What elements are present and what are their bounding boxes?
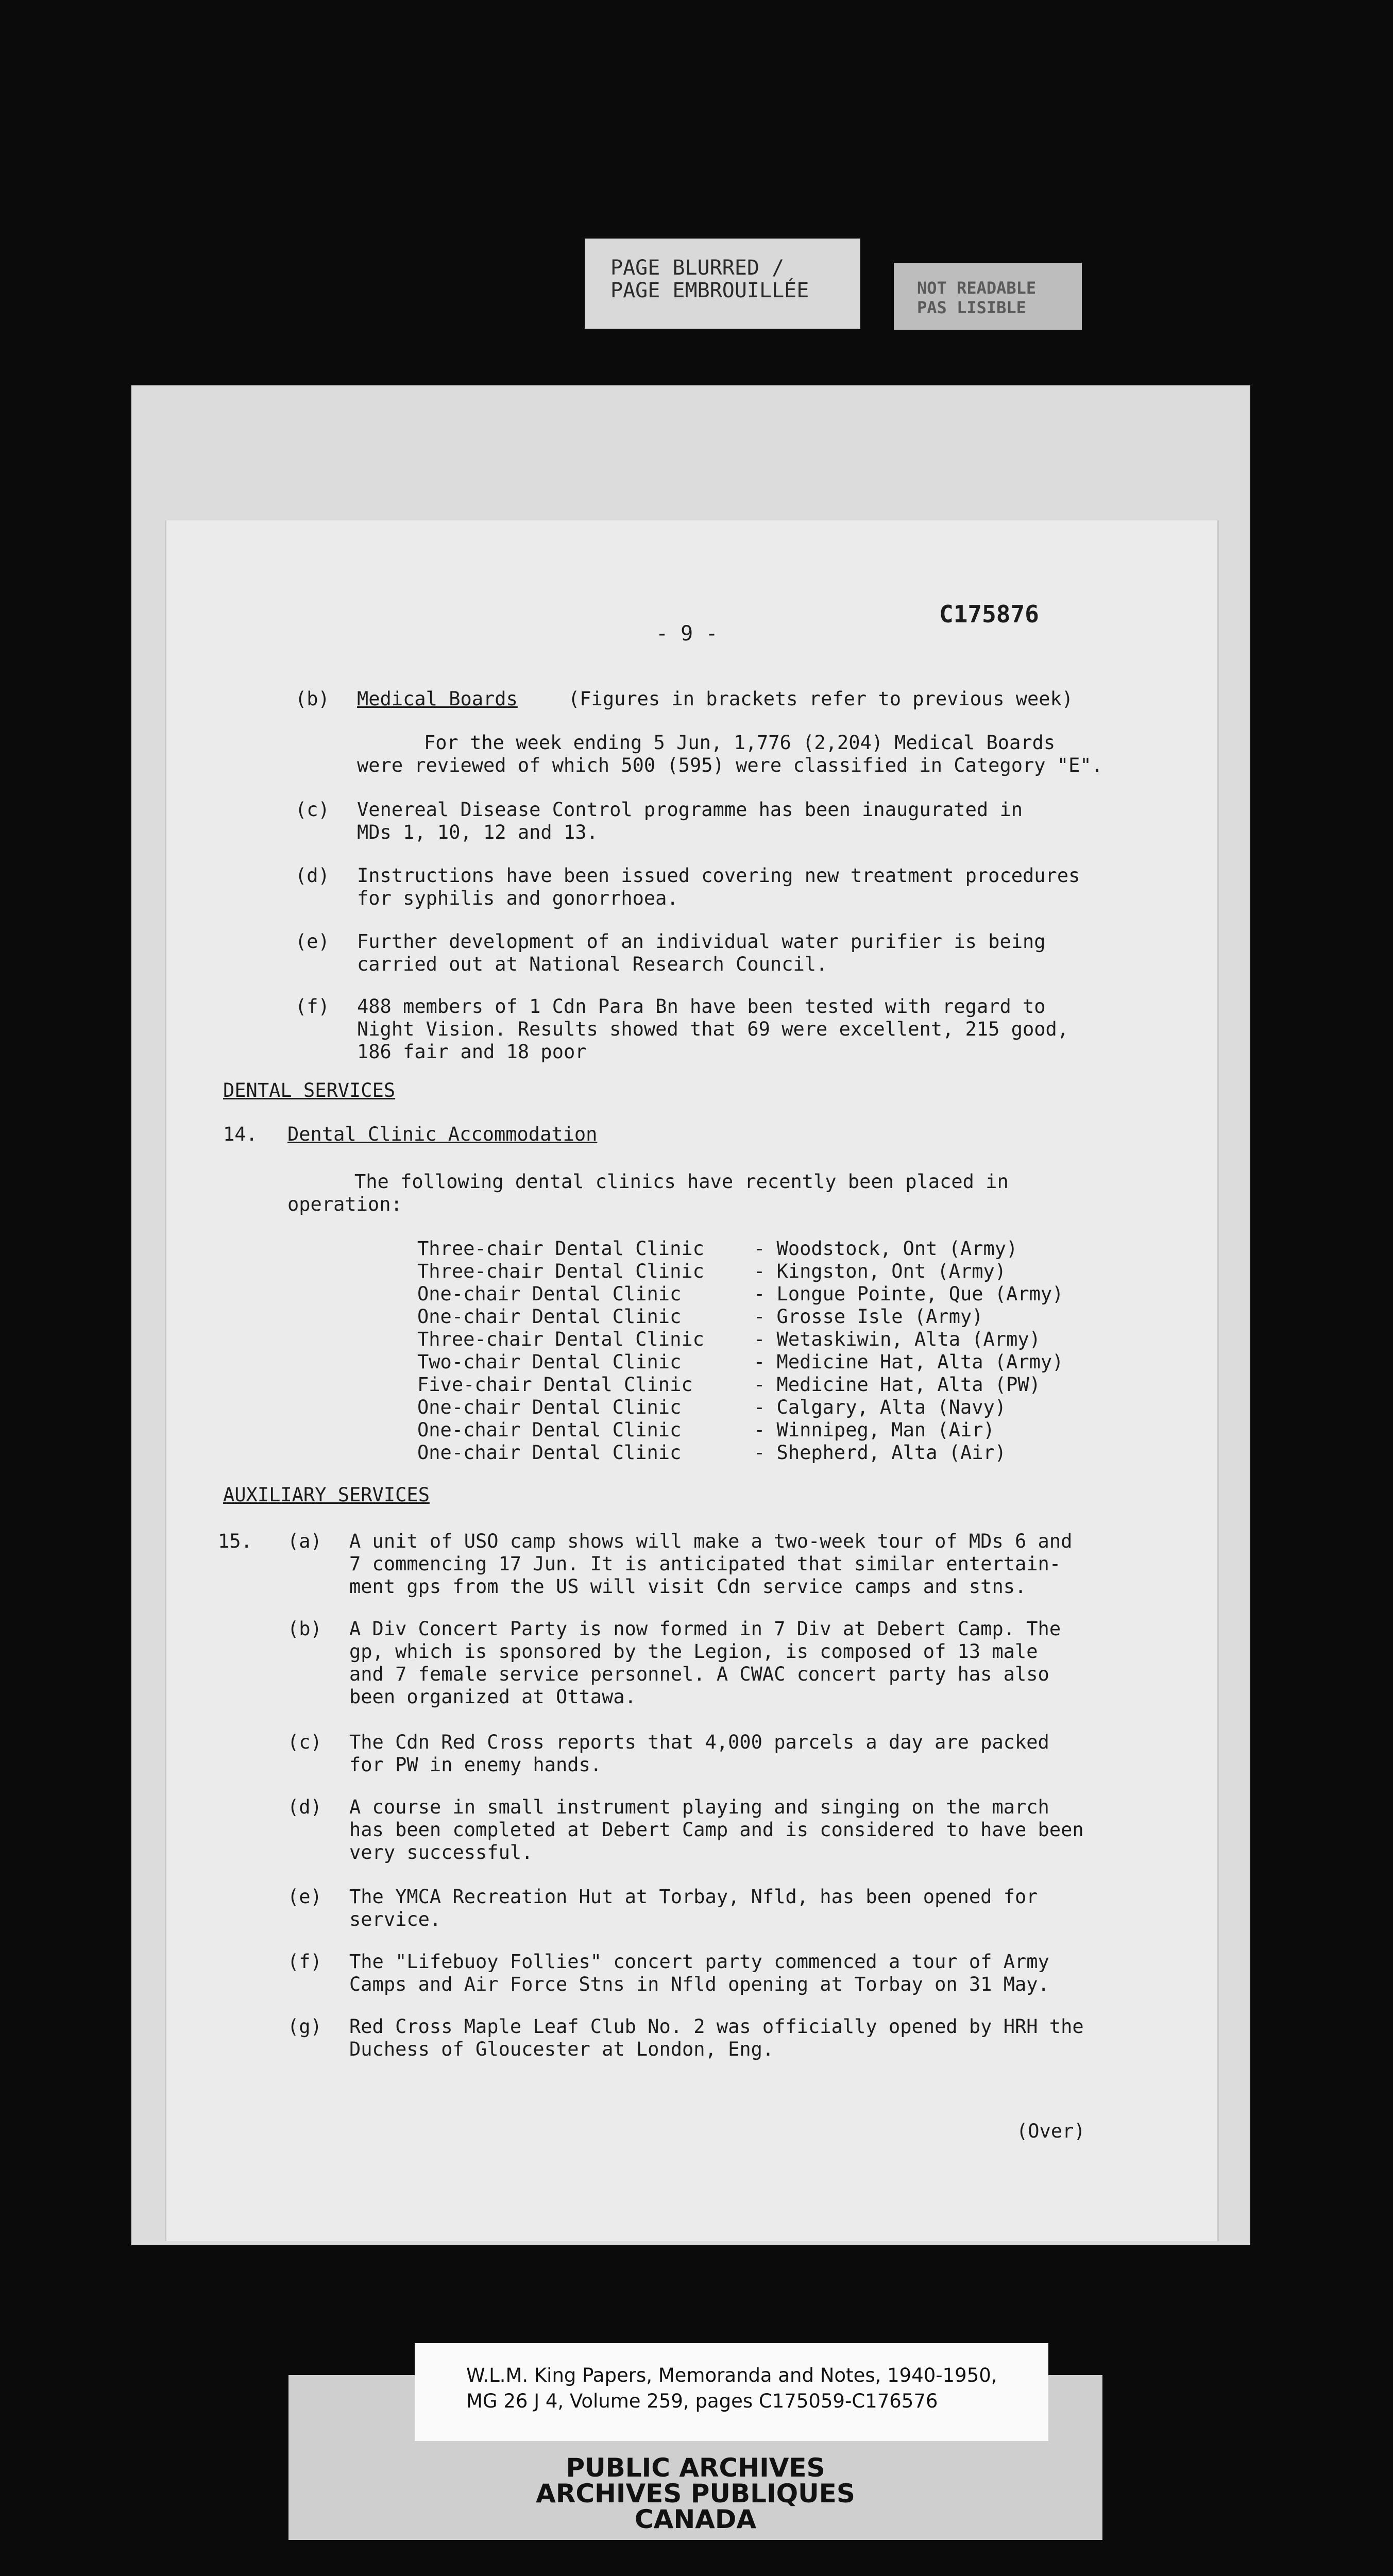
item-15b-line3: and 7 female service personnel. A CWAC concert party has also — [349, 1663, 1049, 1685]
item-f-line2: Night Vision. Results showed that 69 were excellent, 215 good, — [357, 1018, 1069, 1040]
item-d-line1: Instructions have been issued covering new treatment procedures — [357, 865, 1080, 887]
clinic-place: - Shepherd, Alta (Air) — [754, 1442, 1007, 1464]
page-number: - 9 - — [656, 622, 718, 646]
clinic-type: Five-chair Dental Clinic — [417, 1374, 693, 1396]
item-15g-line1: Red Cross Maple Leaf Club No. 2 was officially opened by HRH the — [349, 2015, 1084, 2038]
item-15c-label: (c) — [287, 1731, 322, 1753]
item-15f-label: (f) — [287, 1951, 322, 1973]
clinic-place: - Winnipeg, Man (Air) — [754, 1419, 995, 1441]
item-f-label: (f) — [295, 995, 330, 1018]
item-b-line2: were reviewed of which 500 (595) were classified in Category "E". — [357, 754, 1103, 776]
clinic-place: - Grosse Isle (Army) — [754, 1306, 983, 1328]
item-15g-label: (g) — [287, 2015, 322, 2038]
item-d-label: (d) — [295, 865, 330, 887]
public-archives-stamp — [288, 2455, 1102, 2532]
item-15c-line1: The Cdn Red Cross reports that 4,000 parcels a day are packed — [349, 1731, 1049, 1753]
document-page — [165, 520, 1219, 2241]
reference-line2: MG 26 J 4, Volume 259, pages C175059-C176576 — [466, 2390, 938, 2412]
item-f-line3: 186 fair and 18 poor — [357, 1041, 587, 1063]
item-15f-line1: The "Lifebuoy Follies" concert party commenced a tour of Army — [349, 1951, 1049, 1973]
page-blurred-stamp — [585, 239, 860, 329]
section-14-line2: operation: — [287, 1193, 402, 1215]
section-14-number: 14. — [223, 1123, 258, 1145]
item-15b-label: (b) — [287, 1618, 322, 1640]
item-b-line1: For the week ending 5 Jun, 1,776 (2,204) Medical Boards — [424, 732, 1056, 754]
clinic-place: - Kingston, Ont (Army) — [754, 1260, 1007, 1282]
clinic-place: - Woodstock, Ont (Army) — [754, 1238, 1018, 1260]
item-15d-line2: has been completed at Debert Camp and is considered to have been — [349, 1819, 1084, 1841]
item-15d-line1: A course in small instrument playing and singing on the march — [349, 1796, 1049, 1818]
item-15a-label: (a) — [287, 1530, 322, 1552]
item-15c-line2: for PW in enemy hands. — [349, 1754, 602, 1776]
item-15f-line2: Camps and Air Force Stns in Nfld opening at Torbay on 31 May. — [349, 1973, 1049, 1995]
item-15g-line2: Duchess of Gloucester at London, Eng. — [349, 2038, 774, 2060]
item-15e-line2: service. — [349, 1908, 441, 1930]
clinic-place: - Calgary, Alta (Navy) — [754, 1396, 1007, 1418]
item-c-label: (c) — [295, 799, 330, 821]
item-15d-label: (d) — [287, 1796, 322, 1818]
item-d-line2: for syphilis and gonorrhoea. — [357, 887, 678, 909]
item-15a-line2: 7 commencing 17 Jun. It is anticipated that similar entertain- — [349, 1553, 1061, 1575]
item-15a-line1: A unit of USO camp shows will make a two-week tour of MDs 6 and — [349, 1530, 1073, 1552]
not-readable-line1: NOT READABLE — [917, 278, 1037, 298]
clinic-place: - Medicine Hat, Alta (Army) — [754, 1351, 1064, 1373]
clinic-type: One-chair Dental Clinic — [417, 1306, 682, 1328]
item-15b-line4: been organized at Ottawa. — [349, 1686, 636, 1708]
clinic-type: Three-chair Dental Clinic — [417, 1328, 704, 1350]
archives-line1: PUBLIC ARCHIVES — [566, 2453, 825, 2483]
section-14-line1: The following dental clinics have recently been placed in — [354, 1171, 1009, 1193]
clinic-type: One-chair Dental Clinic — [417, 1419, 682, 1441]
blurred-stamp-line1: PAGE BLURRED / — [610, 256, 785, 280]
over-note: (Over) — [1016, 2120, 1085, 2142]
clinic-place: - Wetaskiwin, Alta (Army) — [754, 1328, 1041, 1350]
section-15-number: 15. — [218, 1530, 252, 1552]
item-e-line1: Further development of an individual water purifier is being — [357, 930, 1046, 953]
item-f-line1: 488 members of 1 Cdn Para Bn have been tested with regard to — [357, 995, 1046, 1018]
item-e-line2: carried out at National Research Council. — [357, 953, 828, 975]
auxiliary-services-heading: AUXILIARY SERVICES — [223, 1484, 430, 1506]
item-c-line2: MDs 1, 10, 12 and 13. — [357, 821, 598, 843]
clinic-type: One-chair Dental Clinic — [417, 1442, 682, 1464]
item-15a-line3: ment gps from the US will visit Cdn service camps and stns. — [349, 1575, 1027, 1598]
clinic-type: Three-chair Dental Clinic — [417, 1238, 704, 1260]
clinic-type: Three-chair Dental Clinic — [417, 1260, 704, 1282]
clinic-type: Two-chair Dental Clinic — [417, 1351, 682, 1373]
medical-boards-title: Medical Boards — [357, 688, 518, 710]
archives-line2: ARCHIVES PUBLIQUES — [536, 2479, 855, 2509]
archives-line3: CANADA — [634, 2504, 757, 2534]
document-id: C175876 — [939, 600, 1039, 628]
reference-line1: W.L.M. King Papers, Memoranda and Notes, 1940-1950, — [466, 2364, 997, 2386]
medical-boards-note: (Figures in brackets refer to previous week) — [568, 688, 1074, 710]
not-readable-stamp — [894, 263, 1082, 330]
not-readable-line2: PAS LISIBLE — [917, 298, 1026, 317]
clinic-place: - Medicine Hat, Alta (PW) — [754, 1374, 1041, 1396]
item-15e-label: (e) — [287, 1886, 322, 1908]
item-15b-line2: gp, which is sponsored by the Legion, is composed of 13 male — [349, 1640, 1038, 1663]
item-b-label: (b) — [295, 688, 330, 710]
clinic-type: One-chair Dental Clinic — [417, 1396, 682, 1418]
item-15d-line3: very successful. — [349, 1841, 533, 1863]
item-15b-line1: A Div Concert Party is now formed in 7 Div at Debert Camp. The — [349, 1618, 1061, 1640]
dental-services-heading: DENTAL SERVICES — [223, 1079, 396, 1101]
clinic-type: One-chair Dental Clinic — [417, 1283, 682, 1305]
item-e-label: (e) — [295, 930, 330, 953]
clinic-place: - Longue Pointe, Que (Army) — [754, 1283, 1064, 1305]
collection-reference-label — [415, 2343, 1048, 2441]
item-15e-line1: The YMCA Recreation Hut at Torbay, Nfld, has been opened for — [349, 1886, 1038, 1908]
item-c-line1: Venereal Disease Control programme has been inaugurated in — [357, 799, 1023, 821]
blurred-stamp-line2: PAGE EMBROUILLÉE — [610, 279, 809, 302]
dental-clinic-accommodation-title: Dental Clinic Accommodation — [287, 1123, 598, 1145]
